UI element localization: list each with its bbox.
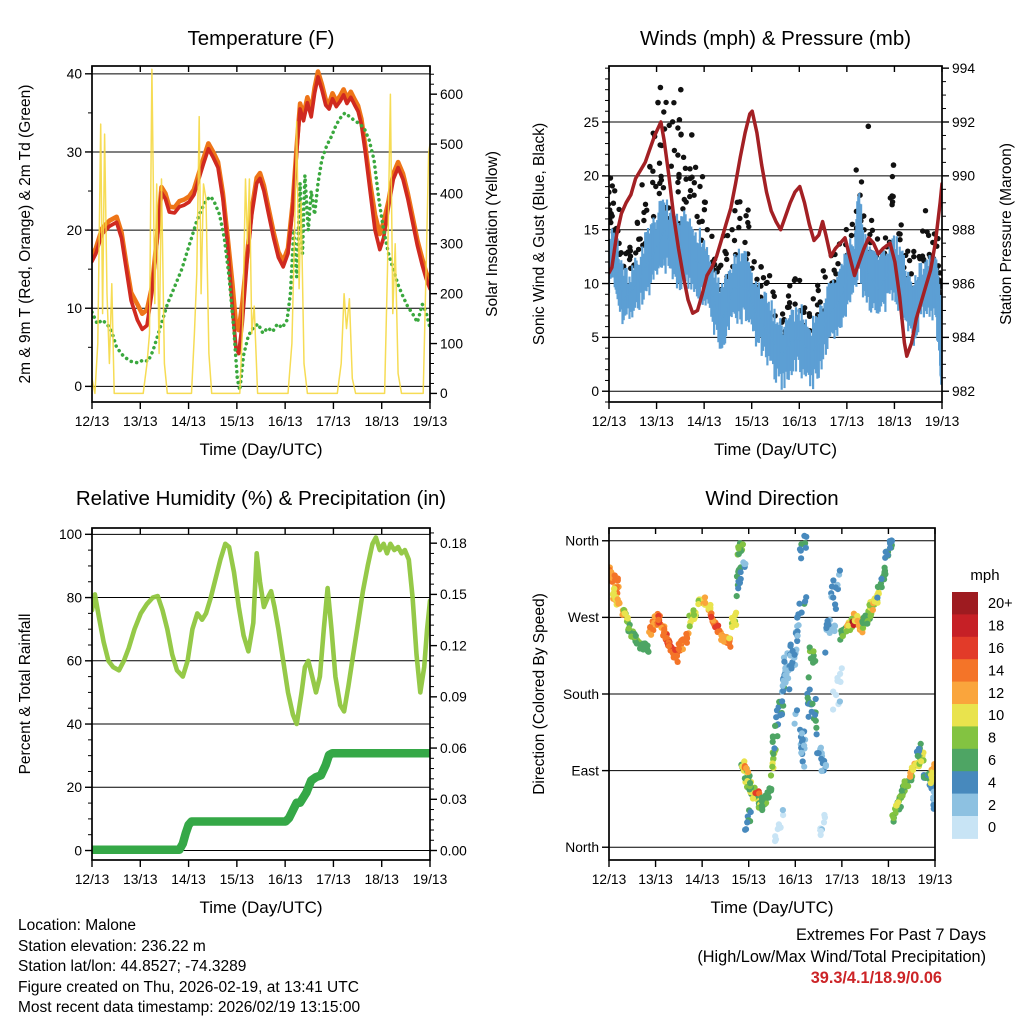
svg-text:17/13: 17/13 [316, 414, 351, 429]
svg-text:North: North [565, 840, 599, 856]
station-info-line: Station elevation: 236.22 m [18, 937, 206, 955]
svg-text:18/13: 18/13 [877, 414, 912, 429]
svg-text:20: 20 [66, 780, 82, 796]
svg-text:5: 5 [591, 330, 599, 346]
svg-text:10: 10 [66, 301, 82, 317]
svg-text:14/13: 14/13 [684, 872, 720, 887]
extremes-subtitle: (High/Low/Max Wind/Total Precipitation) [697, 947, 986, 966]
svg-text:6: 6 [988, 753, 997, 769]
svg-text:100: 100 [58, 527, 82, 543]
extremes-title: Extremes For Past 7 Days [795, 926, 986, 944]
svg-text:12/13: 12/13 [591, 872, 627, 887]
svg-text:40: 40 [66, 716, 82, 732]
svg-text:Temperature (F): Temperature (F) [187, 27, 335, 50]
svg-text:400: 400 [440, 186, 464, 202]
svg-text:988: 988 [952, 222, 976, 238]
svg-text:Time (Day/UTC): Time (Day/UTC) [199, 898, 323, 917]
station-info-line: Figure created on Thu, 2026-02-19, at 13:41 UTC [18, 978, 359, 996]
extremes-summary [697, 925, 986, 990]
station-info-line: Station lat/lon: 44.8527; -74.3289 [18, 958, 247, 976]
svg-text:19/13: 19/13 [917, 872, 953, 887]
svg-text:2m & 9m T (Red, Orange) & 2m T: 2m & 9m T (Red, Orange) & 2m Td (Green) [17, 84, 34, 384]
svg-text:19/13: 19/13 [412, 872, 448, 887]
svg-text:North: North [565, 533, 599, 549]
svg-text:16/13: 16/13 [267, 414, 303, 429]
svg-text:18/13: 18/13 [364, 872, 399, 887]
svg-text:16: 16 [988, 641, 1005, 657]
svg-text:20+: 20+ [988, 596, 1013, 613]
svg-text:13/13: 13/13 [639, 414, 674, 429]
station-info-line: Location: Malone [18, 917, 137, 934]
svg-text:16/13: 16/13 [267, 872, 303, 887]
svg-text:10: 10 [988, 708, 1005, 725]
svg-text:0.15: 0.15 [440, 587, 467, 603]
extremes-values: 39.3/4.1/18.9/0.06 [810, 969, 942, 987]
svg-text:West: West [567, 610, 599, 626]
svg-text:0: 0 [440, 386, 448, 402]
svg-text:17/13: 17/13 [829, 414, 865, 429]
svg-text:15/13: 15/13 [219, 872, 255, 887]
svg-text:2: 2 [988, 797, 997, 814]
svg-text:600: 600 [440, 86, 464, 102]
svg-text:0: 0 [591, 384, 599, 400]
svg-text:0: 0 [74, 379, 82, 395]
svg-text:984: 984 [952, 330, 976, 346]
svg-text:14/13: 14/13 [686, 414, 722, 429]
svg-text:mph: mph [970, 567, 1000, 584]
svg-text:100: 100 [440, 336, 464, 352]
svg-text:15: 15 [583, 222, 599, 238]
station-info-line: Most recent data timestamp: 2026/02/19 13:15:00 [18, 999, 361, 1017]
svg-text:16/13: 16/13 [782, 414, 817, 429]
svg-text:Station Pressure (Maroon): Station Pressure (Maroon) [998, 143, 1015, 325]
svg-text:25: 25 [583, 114, 599, 130]
svg-text:0: 0 [988, 820, 997, 837]
svg-text:Winds (mph) & Pressure (mb): Winds (mph) & Pressure (mb) [639, 27, 912, 50]
svg-text:994: 994 [952, 60, 976, 76]
svg-text:8: 8 [988, 730, 997, 747]
svg-text:Wind Direction: Wind Direction [705, 487, 839, 510]
svg-text:10: 10 [583, 276, 599, 292]
svg-text:12/13: 12/13 [591, 414, 627, 429]
svg-text:20: 20 [583, 168, 599, 184]
svg-text:986: 986 [952, 276, 976, 292]
svg-text:40: 40 [66, 66, 82, 82]
svg-text:500: 500 [440, 136, 464, 152]
svg-text:200: 200 [440, 286, 464, 302]
svg-text:15/13: 15/13 [731, 872, 766, 887]
svg-text:0.12: 0.12 [440, 638, 467, 654]
svg-text:982: 982 [952, 384, 976, 400]
svg-text:Relative Humidity (%) & Precip: Relative Humidity (%) & Precipitation (in) [75, 487, 447, 510]
svg-text:15/13: 15/13 [734, 414, 769, 429]
svg-text:14: 14 [988, 663, 1005, 680]
svg-text:30: 30 [66, 144, 82, 160]
svg-text:17/13: 17/13 [316, 872, 351, 887]
svg-text:Time (Day/UTC): Time (Day/UTC) [710, 898, 834, 917]
svg-text:80: 80 [66, 590, 82, 606]
svg-text:Percent & Total Rainfall: Percent & Total Rainfall [17, 613, 34, 775]
svg-text:13/13: 13/13 [123, 414, 158, 429]
humidity-precip-chart [0, 480, 512, 930]
svg-text:0.09: 0.09 [440, 689, 467, 705]
svg-text:14/13: 14/13 [171, 414, 206, 429]
svg-text:16/13: 16/13 [778, 872, 813, 887]
svg-text:18/13: 18/13 [871, 872, 906, 887]
svg-text:18: 18 [988, 618, 1005, 635]
svg-text:4: 4 [988, 775, 997, 792]
svg-text:East: East [571, 763, 599, 779]
svg-text:12: 12 [988, 685, 1005, 702]
svg-text:0.03: 0.03 [440, 792, 467, 808]
svg-text:300: 300 [440, 236, 464, 252]
svg-text:0.00: 0.00 [440, 843, 467, 859]
svg-text:0.06: 0.06 [440, 740, 467, 756]
wind-direction-chart [512, 480, 1024, 930]
svg-text:990: 990 [952, 168, 976, 184]
svg-text:19/13: 19/13 [924, 414, 960, 429]
svg-text:19/13: 19/13 [412, 414, 448, 429]
svg-text:13/13: 13/13 [123, 872, 158, 887]
svg-text:60: 60 [66, 653, 82, 669]
svg-text:Time (Day/UTC): Time (Day/UTC) [713, 440, 838, 459]
svg-text:992: 992 [952, 114, 976, 130]
svg-text:17/13: 17/13 [824, 872, 860, 887]
svg-text:15/13: 15/13 [219, 414, 255, 429]
svg-text:13/13: 13/13 [638, 872, 673, 887]
station-info [18, 916, 360, 1019]
temperature-chart [0, 0, 512, 470]
svg-text:12/13: 12/13 [74, 872, 110, 887]
svg-text:12/13: 12/13 [74, 414, 110, 429]
svg-text:Direction (Colored By Speed): Direction (Colored By Speed) [531, 593, 548, 795]
svg-text:14/13: 14/13 [171, 872, 206, 887]
winds-pressure-chart [512, 0, 1024, 470]
svg-text:20: 20 [66, 222, 82, 238]
svg-text:Time (Day/UTC): Time (Day/UTC) [199, 440, 323, 459]
svg-text:0: 0 [74, 843, 82, 859]
svg-text:South: South [562, 686, 599, 702]
svg-text:18/13: 18/13 [364, 414, 399, 429]
svg-text:0.18: 0.18 [440, 535, 467, 551]
svg-text:Sonic Wind & Gust (Blue, Black: Sonic Wind & Gust (Blue, Black) [531, 122, 548, 346]
svg-text:Solar Insolation (Yellow): Solar Insolation (Yellow) [484, 151, 501, 317]
